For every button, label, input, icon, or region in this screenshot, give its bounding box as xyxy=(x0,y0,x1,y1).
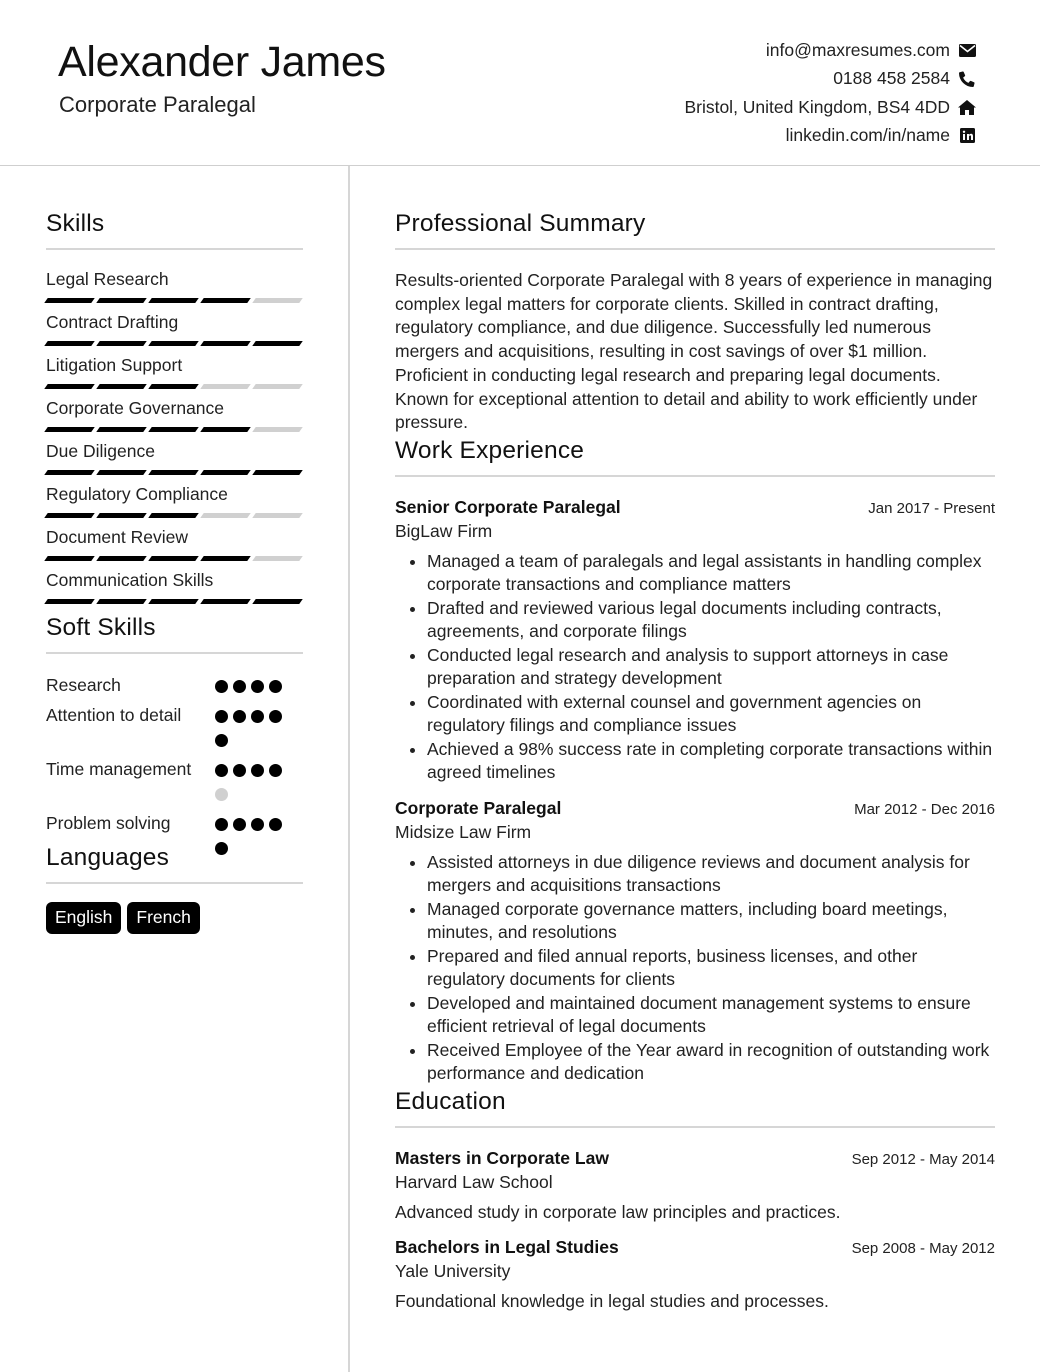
language-badge: English xyxy=(46,902,121,934)
section-rule xyxy=(46,248,303,250)
rating-dot xyxy=(215,842,228,855)
rating-segment xyxy=(200,384,251,389)
rating-segment xyxy=(200,513,251,518)
rating-segment xyxy=(252,298,303,303)
rating-dots xyxy=(215,811,299,866)
rating-segment xyxy=(96,427,147,432)
skill-rating-bar xyxy=(46,384,303,389)
rating-dot xyxy=(251,680,264,693)
rating-dot xyxy=(233,680,246,693)
rating-dot xyxy=(215,734,228,747)
rating-dot xyxy=(269,764,282,777)
skill-name: Corporate Governance xyxy=(46,398,225,418)
languages-heading: Languages xyxy=(46,844,170,871)
summary-heading: Professional Summary xyxy=(395,210,646,237)
rating-segment xyxy=(44,341,95,346)
list-item xyxy=(46,703,303,757)
list-item: • Coordinated with external counsel and government agencies on regulatory filings and compliance issues xyxy=(427,691,995,738)
left-column xyxy=(46,210,303,934)
education-description: Foundational knowledge in legal studies and processes. xyxy=(395,1290,829,1311)
rating-segment xyxy=(252,470,303,475)
rating-dot xyxy=(215,680,228,693)
rating-segment xyxy=(96,599,147,604)
rating-dots xyxy=(215,673,299,704)
soft-skill-name: Research xyxy=(46,675,121,695)
list-item xyxy=(46,757,303,811)
skill-item xyxy=(46,397,303,440)
rating-segment xyxy=(148,427,199,432)
skill-item xyxy=(46,440,303,483)
skill-rating-bar xyxy=(46,427,303,432)
skill-item xyxy=(46,569,303,612)
skill-item xyxy=(46,311,303,354)
candidate-title: Corporate Paralegal xyxy=(59,92,256,117)
soft-skill-name: Problem solving xyxy=(46,813,171,833)
rating-segment xyxy=(200,298,251,303)
skill-item xyxy=(46,354,303,397)
rating-segment xyxy=(96,341,147,346)
rating-segment xyxy=(148,556,199,561)
list-item: • Achieved a 98% success rate in completing corporate transactions within agreed timelines xyxy=(427,738,995,785)
rating-segment xyxy=(148,599,199,604)
section-rule xyxy=(46,652,303,654)
experience-heading: Work Experience xyxy=(395,436,585,464)
list-item xyxy=(46,811,303,841)
language-badge: French xyxy=(127,902,199,934)
rating-dot xyxy=(233,818,246,831)
skill-item xyxy=(46,483,303,526)
column-divider xyxy=(348,166,350,1372)
education-heading: Education xyxy=(395,1087,506,1115)
skill-name: Communication Skills xyxy=(46,570,214,590)
rating-segment xyxy=(44,599,95,604)
education-description: Advanced study in corporate law principles and practices. xyxy=(395,1201,841,1222)
rating-dot xyxy=(215,764,228,777)
rating-segment xyxy=(200,556,251,561)
contact-list xyxy=(684,36,976,150)
languages-list xyxy=(46,902,303,934)
summary-text: Results-oriented Corporate Paralegal with 8 years of experience in managing complex legal matters for corporate clients. Skilled in contract drafting, regulatory compliance, and due diligence. Successfully led numerous mergers and acquisitions, resulting in cost savings of over $1 million. Proficient in conducting legal research and preparing legal documents. Known for exceptional attention to detail and ability to work efficiently under pressure. xyxy=(395,270,993,433)
degree-title: Bachelors in Legal Studies xyxy=(395,1236,619,1257)
rating-segment xyxy=(200,599,251,604)
rating-segment xyxy=(252,384,303,389)
section-rule xyxy=(395,1126,995,1128)
rating-dot xyxy=(251,710,264,723)
rating-segment xyxy=(96,470,147,475)
job-date: Jan 2017 - Present xyxy=(868,499,995,517)
candidate-name: Alexander James xyxy=(58,38,386,86)
rating-segment xyxy=(96,513,147,518)
rating-segment xyxy=(44,470,95,475)
rating-segment xyxy=(148,513,199,518)
education-section xyxy=(395,1088,995,1312)
rating-segment xyxy=(252,427,303,432)
right-column xyxy=(395,210,995,1312)
job-bullets xyxy=(395,550,995,785)
skills-section xyxy=(46,210,303,612)
rating-segment xyxy=(44,384,95,389)
rating-dot xyxy=(215,818,228,831)
rating-segment xyxy=(96,384,147,389)
education-entry xyxy=(395,1148,995,1223)
job-title: Corporate Paralegal xyxy=(395,797,562,818)
rating-segment xyxy=(252,513,303,518)
envelope-icon xyxy=(958,41,976,59)
job-company: Midsize Law Firm xyxy=(395,821,532,842)
list-item: • Conducted legal research and analysis to support attorneys in case preparation and strategy development xyxy=(427,644,995,691)
resume-header xyxy=(0,0,1040,166)
summary-section xyxy=(395,210,995,435)
education-date: Sep 2012 - May 2014 xyxy=(851,1150,995,1168)
contact-email-text: info@maxresumes.com xyxy=(765,39,950,60)
skill-name: Due Diligence xyxy=(46,441,155,461)
rating-segment xyxy=(44,556,95,561)
soft-skills-list xyxy=(46,673,303,841)
skills-list xyxy=(46,268,303,612)
rating-segment xyxy=(200,341,251,346)
list-item: • Developed and maintained document management systems to ensure efficient retrieval of legal documents xyxy=(427,992,995,1039)
home-icon xyxy=(958,98,976,116)
rating-dot xyxy=(215,788,228,801)
section-rule xyxy=(395,475,995,477)
skill-rating-bar xyxy=(46,470,303,475)
rating-segment xyxy=(148,384,199,389)
rating-segment xyxy=(252,556,303,561)
contact-address xyxy=(684,93,976,122)
rating-dot xyxy=(269,710,282,723)
rating-dots xyxy=(215,703,299,758)
contact-phone[interactable] xyxy=(684,65,976,94)
rating-segment xyxy=(252,599,303,604)
list-item: • Received Employee of the Year award in recognition of outstanding work performance and dedication xyxy=(427,1039,995,1086)
job-bullets xyxy=(395,851,995,1086)
contact-address-text: Bristol, United Kingdom, BS4 4DD xyxy=(684,96,950,117)
rating-segment xyxy=(44,427,95,432)
school-name: Yale University xyxy=(395,1260,511,1281)
contact-phone-text: 0188 458 2584 xyxy=(833,68,950,89)
rating-segment xyxy=(200,427,251,432)
list-item: • Assisted attorneys in due diligence reviews and document analysis for mergers and acquisitions transactions xyxy=(427,851,995,898)
skill-name: Document Review xyxy=(46,527,188,547)
job-company: BigLaw Firm xyxy=(395,520,493,541)
degree-title: Masters in Corporate Law xyxy=(395,1147,609,1168)
rating-dot xyxy=(215,710,228,723)
contact-email[interactable] xyxy=(684,36,976,65)
linkedin-icon xyxy=(958,127,976,145)
skill-rating-bar xyxy=(46,513,303,518)
education-date: Sep 2008 - May 2012 xyxy=(851,1239,995,1257)
rating-dot xyxy=(251,818,264,831)
skill-name: Regulatory Compliance xyxy=(46,484,228,504)
skill-name: Contract Drafting xyxy=(46,312,179,332)
list-item xyxy=(46,673,303,703)
rating-segment xyxy=(96,298,147,303)
section-rule xyxy=(395,248,995,250)
job-entry xyxy=(395,497,995,785)
list-item: • Drafted and reviewed various legal documents including contracts, agreements, and corporate filings xyxy=(427,597,995,644)
rating-dot xyxy=(269,818,282,831)
list-item: • Managed corporate governance matters, including board meetings, minutes, and resolutions xyxy=(427,898,995,945)
rating-segment xyxy=(252,341,303,346)
skill-name: Legal Research xyxy=(46,269,169,289)
job-title: Senior Corporate Paralegal xyxy=(395,496,621,517)
rating-segment xyxy=(44,513,95,518)
rating-dot xyxy=(233,764,246,777)
section-rule xyxy=(46,882,303,884)
school-name: Harvard Law School xyxy=(395,1171,553,1192)
rating-segment xyxy=(148,341,199,346)
phone-icon xyxy=(958,70,976,88)
contact-linkedin-text: linkedin.com/in/name xyxy=(785,125,950,146)
experience-section xyxy=(395,437,995,1086)
skill-rating-bar xyxy=(46,298,303,303)
skill-item xyxy=(46,268,303,311)
skill-rating-bar xyxy=(46,556,303,561)
rating-segment xyxy=(44,298,95,303)
skill-item xyxy=(46,526,303,569)
soft-skills-heading: Soft Skills xyxy=(46,614,156,641)
rating-segment xyxy=(148,470,199,475)
rating-segment xyxy=(96,556,147,561)
skill-rating-bar xyxy=(46,341,303,346)
education-entry xyxy=(395,1237,995,1312)
rating-segment xyxy=(148,298,199,303)
soft-skill-name: Attention to detail xyxy=(46,705,182,725)
skill-name: Litigation Support xyxy=(46,355,183,375)
job-date: Mar 2012 - Dec 2016 xyxy=(854,800,995,818)
soft-skills-section xyxy=(46,614,303,841)
rating-dot xyxy=(269,680,282,693)
skill-rating-bar xyxy=(46,599,303,604)
rating-dot xyxy=(251,764,264,777)
soft-skill-name: Time management xyxy=(46,759,192,779)
rating-dots xyxy=(215,757,299,812)
rating-dot xyxy=(233,710,246,723)
rating-segment xyxy=(200,470,251,475)
list-item: • Managed a team of paralegals and legal assistants in handling complex corporate transactions and compliance matters xyxy=(427,550,995,597)
list-item: • Prepared and filed annual reports, business licenses, and other regulatory documents for clients xyxy=(427,945,995,992)
skills-heading: Skills xyxy=(46,210,105,237)
contact-linkedin[interactable] xyxy=(684,122,976,151)
job-entry xyxy=(395,798,995,1086)
